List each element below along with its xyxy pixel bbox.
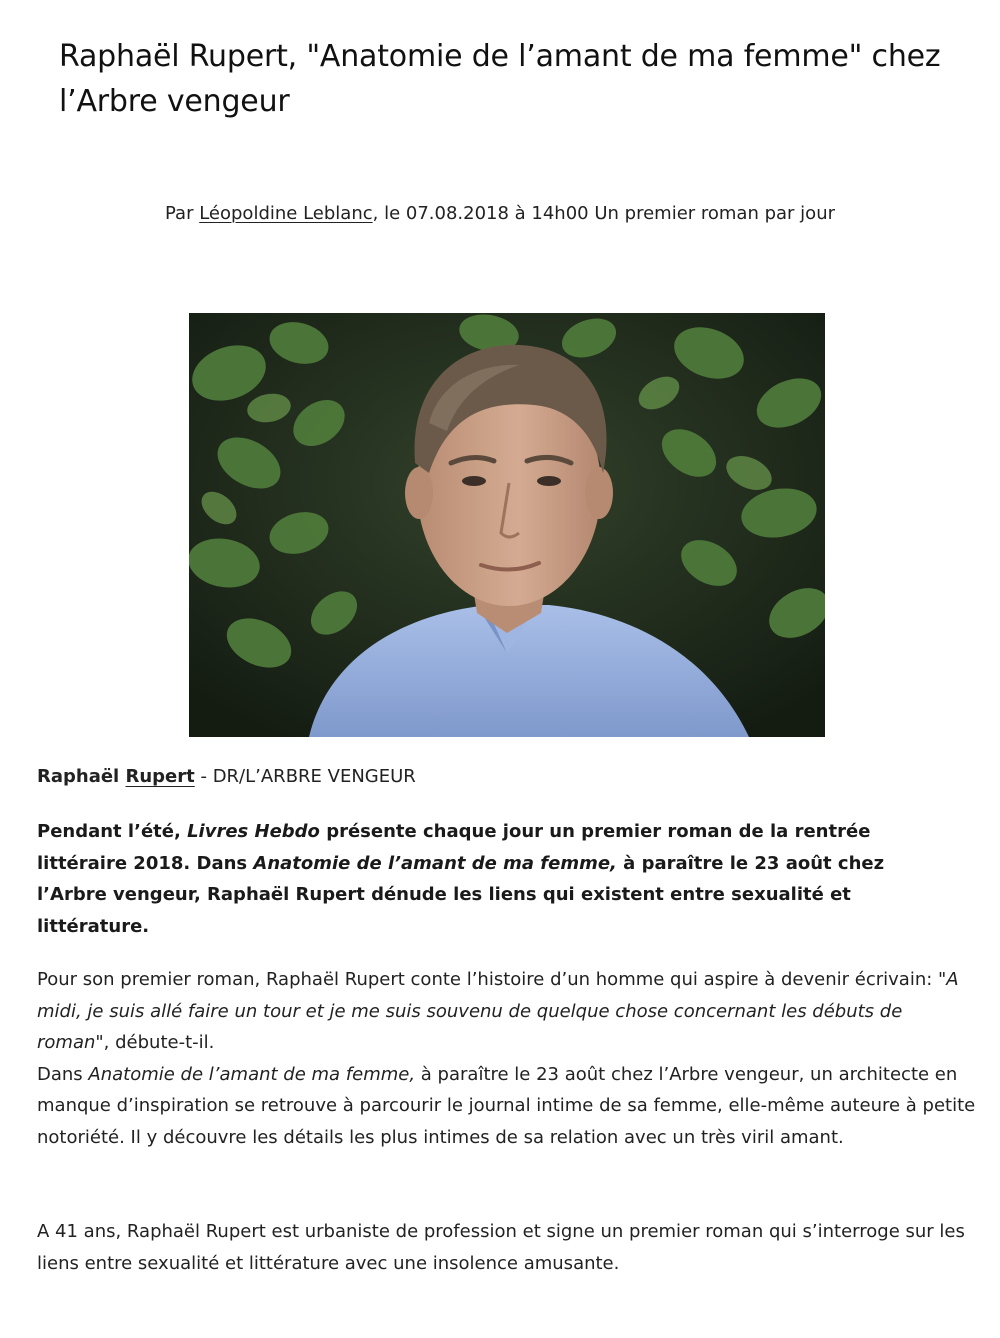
caption-first-name: Raphaël (37, 766, 126, 787)
paragraph-text: à paraître le 23 août chez l’Arbre vengeur, un architecte en manque d’inspiration se retrouve à parcourir le journal intime de sa femme, elle-même auteure à petite notoriété. Il y découvre les détails les plus intimes de sa relation avec un très viril amant. (37, 1063, 976, 1148)
caption-last-name-link[interactable]: Rupert (125, 766, 195, 787)
lead-text: présente chaque jour un premier roman de la rentrée littéraire 2018. Dans (37, 821, 871, 874)
author-photo (189, 313, 825, 737)
article-paragraph (37, 964, 977, 1153)
byline-date: , le 07.08.2018 à 14h00 (372, 203, 595, 224)
paragraph-book-title: Anatomie de l’amant de ma femme, (88, 1063, 416, 1085)
paragraph-text: ", débute-t-il. (95, 1032, 215, 1053)
lead-text: Pendant l’été, (37, 821, 188, 842)
byline-section: Un premier roman par jour (594, 203, 835, 224)
byline (0, 201, 1000, 227)
caption-credit: - DR/L’ARBRE VENGEUR (194, 766, 416, 787)
photo-caption (37, 764, 416, 790)
article-paragraph: A 41 ans, Raphaël Rupert est urbaniste de profession et signe un premier roman qui s’interroge sur les liens entre sexualité et littérature avec une insolence amusante. (37, 1221, 965, 1274)
caption-name (37, 766, 195, 787)
article-title: Raphaël Rupert, "Anatomie de l’amant de ma femme" chez l’Arbre vengeur (59, 39, 941, 119)
lead-book-title: Anatomie de l’amant de ma femme, (253, 852, 617, 874)
paragraph-quote: A midi, je suis allé faire un tour et je me suis souvenu de quelque chose concernant les débuts de roman (37, 969, 959, 1053)
paragraph-text: Dans (37, 1063, 89, 1085)
author-link[interactable]: Léopoldine Leblanc (199, 203, 373, 224)
paragraph-text: Pour son premier roman, Raphaël Rupert conte l’histoire d’un homme qui aspire à devenir écrivain: " (37, 969, 947, 990)
article-lead (37, 816, 937, 942)
lead-text: à paraître le 23 août chez l’Arbre vengeur, Raphaël Rupert dénude les liens qui existent entre sexualité et littérature. (37, 852, 885, 937)
lead-magazine-name: Livres Hebdo (187, 821, 320, 842)
byline-prefix: Par (165, 203, 200, 224)
